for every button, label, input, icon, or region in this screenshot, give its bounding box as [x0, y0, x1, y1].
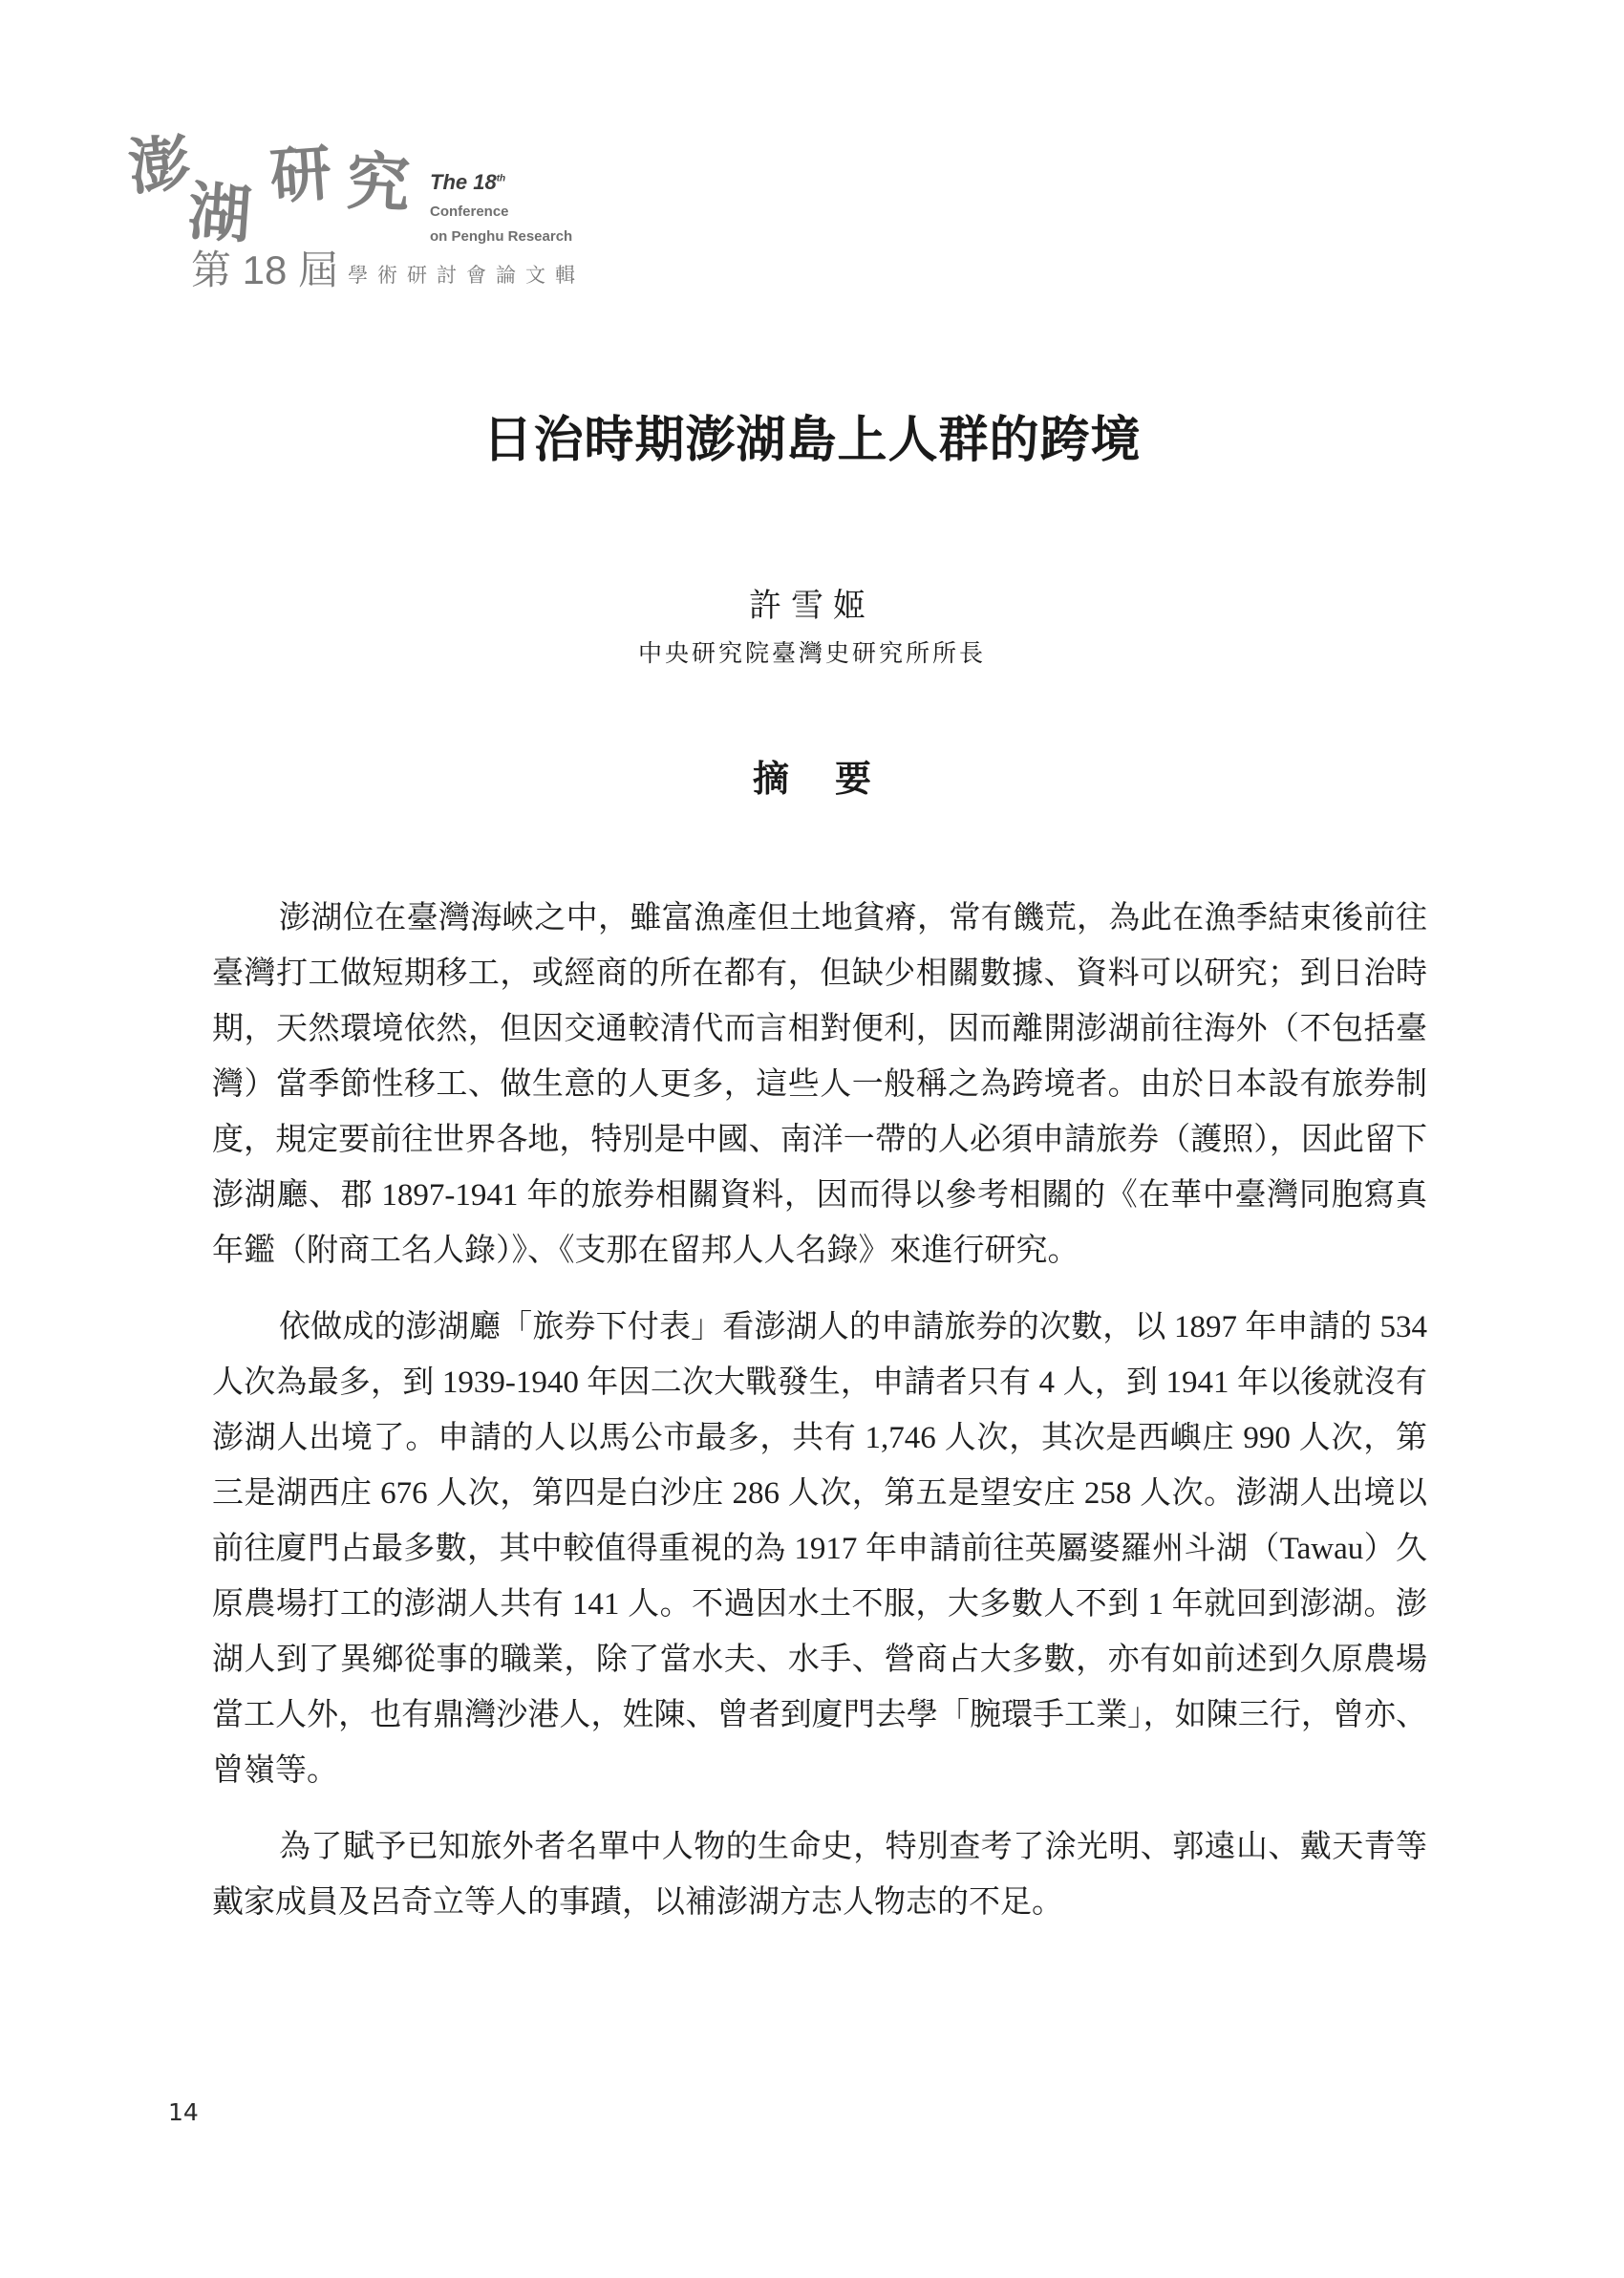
logo-english-line2: Conference [430, 204, 509, 220]
abstract-paragraph-1: 澎湖位在臺灣海峽之中，雖富漁產但土地貧瘠，常有饑荒，為此在漁季結束後前往臺灣打工做短期移工，或經商的所在都有，但缺少相關數據、資料可以研究；到日治時期，天然環境依然，但因交通較清代而言相對便利，因而離開澎湖前往海外（不包括臺灣）當季節性移工、做生意的人更多，這些人一般稱之為跨境者。由於日本設有旅券制度，規定要前往世界各地，特別是中國、南洋一帶的人必須申請旅券（護照），因此留下澎湖廳、郡 1897-1941 年的旅券相關資料，因而得以參考相關的《在華中臺灣同胞寫真年鑑（附商工名人錄）》、《支那在留邦人人名錄》來進行研究。 [212, 901, 1427, 1268]
author-affiliation: 中央研究院臺灣史研究所所長 [637, 639, 986, 667]
article-title: 日治時期澎湖島上人群的跨境 [482, 411, 1142, 469]
logo-ordinal-suffix: th [496, 173, 506, 184]
page-number: 14 [168, 2098, 199, 2126]
logo-english-line3: on Penghu Research [430, 228, 573, 245]
abstract-body [212, 891, 1427, 1951]
logo-english-line1 [430, 172, 505, 193]
logo-char-jiu: 究 [345, 143, 412, 222]
logo-subtitle [191, 247, 586, 292]
article-author: 許雪姬 [749, 587, 875, 625]
conference-logo [125, 122, 626, 299]
logo-proceedings-label: 學術研討會論文輯 [348, 265, 586, 287]
logo-char-yan: 研 [267, 137, 334, 214]
logo-edition-label: 第 18 屆 [191, 247, 339, 292]
abstract-paragraph-2: 依做成的澎湖廳「旅券下付表」看澎湖人的申請旅券的次數，以 1897 年申請的 534 人次為最多，到 1939-1940 年因二次大戰發生，申請者只有 4 人，到 1941 年以後就沒有澎湖人出境了。申請的人以馬公市最多，共有 1,746 人次，其次是西嶼庄 990 人次，第三是湖西庄 676 人次，第四是白沙庄 286 人次，第五是望安庄 258 人次。澎湖人出境以前往廈門占最多數，其中較值得重視的為 1917 年申請前往英屬婆羅州斗湖（Tawau）久原農場打工的澎湖人共有 141 人。不過因水土不服，大多數人不到 1 年就回到澎湖。澎湖人到了異鄉從事的職業，除了當水夫、水手、營商占大多數，亦有如前述到久原農場當工人外，也有鼎灣沙港人，姓陳、曾者到廈門去學「腕環手工業」，如陳三行，曾亦、曾嶺等。 [212, 1310, 1428, 1788]
logo-char-hu: 湖 [185, 173, 254, 253]
logo-edition-english: The 18 [430, 170, 497, 194]
abstract-heading: 摘要 [752, 757, 917, 800]
abstract-paragraph-3: 為了賦予已知旅外者名單中人物的生命史，特別查考了涂光明、郭遠山、戴天青等戴家成員及呂奇立等人的事蹟，以補澎湖方志人物志的不足。 [212, 1830, 1427, 1920]
logo-char-peng: 澎 [125, 126, 194, 205]
